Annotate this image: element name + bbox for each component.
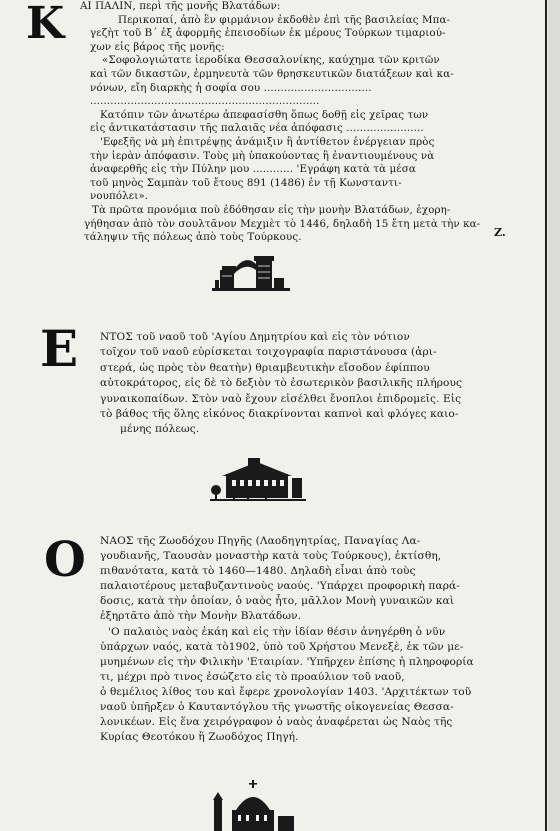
text-line: παλαιοτέρους μεταβυζαντινοὺς ναούς. 'Υπάρχει προφορικὴ παρά- (100, 580, 460, 593)
text-line: 'Ο παλαιὸς ναὸς ἐκάη καὶ εἰς τὴν ἰδίαν θέσιν ἀνηγέρθη ὁ νῦν (108, 625, 446, 638)
text-line: μυημένων εἰς τὴν Φιλικὴν 'Εταιρίαν. 'Υπῆρχεν ἐπίσης ἡ πληροφορία (100, 655, 474, 668)
article-1-text (10, 0, 540, 245)
arch-of-galerius-vignette (210, 250, 292, 294)
text-line: ἐξηρτᾶτο ἀπὸ τὴν Μονὴν Βλατάδων. (100, 610, 302, 623)
text-line: τάληψιν τῆς πόλεως ἀπὸ τοὺς Τούρκους. (84, 231, 302, 244)
text-line: γουδιανῆς, Ταουσὰν μοναστὴρ κατὰ τοὺς Τούρκους), ἐκτίσθη, (100, 550, 442, 563)
text-line: ὑπάρχων ναός, κατὰ τὸ1902, ὑπὸ τοῦ Χρήστου Μενεξὲ, ἐκ τῶν με- (100, 640, 464, 653)
text-line: ΝΤΟΣ τοῦ ναοῦ τοῦ 'Αγίου Δημητρίου καὶ εἰς τὸν νότιον (100, 331, 410, 343)
drop-cap-e: Ε (40, 319, 79, 378)
text-line: γεζὴτ τοῦ Β΄ ἐξ ἀφορμῆς ἐπεισοδίων ἐκ μέρους Τούρκων τιμαριού- (90, 27, 446, 40)
text-line: ΑΙ ΠΑΛΙΝ, περὶ τῆς μονῆς Βλατάδων: (80, 0, 281, 12)
text-line: Περικοπαί, ἀπὸ ἓν φιρμάνιον ἐκδοθὲν ἐπὶ τῆς βασιλείας Μπα- (118, 13, 451, 26)
text-line: χων εἰς βάρος τῆς μονῆς: (90, 40, 225, 53)
article-3-text (10, 534, 540, 745)
text-line: τὸ βάθος τῆς ὅλης εἰκόνος διακρίνονται καπνοὶ καὶ φλόγες καιο- (100, 408, 459, 421)
text-line: εἰς ἀντικατάστασιν τῆς παλαιᾶς νέα ἀπόφασις ....................... (90, 122, 424, 135)
text-line: καὶ τῶν δικαστῶν, ἑρμηνευτὰ τῶν θρησκευτικῶν διατάξεων καὶ κα- (90, 67, 454, 80)
text-line: ὁ θεμέλιος λίθος του καὶ ἔφερε χρονολογίαν 1403. 'Αρχιτέκτων τοῦ (100, 685, 472, 698)
basilica-vignette (208, 456, 308, 504)
text-line: δοσις, κατὰ τὴν ὁποίαν, ὁ ναὸς ἦτο, μᾶλλον Μονὴ γυναικῶν καὶ (100, 595, 455, 608)
article-blatadon (10, 0, 540, 244)
text-line: ναοῦ ὑπῆρξεν ὁ Καυταντόγλου τῆς γνωστῆς οἰκογενείας Θεσσα- (100, 701, 454, 714)
drop-cap-k: Κ (26, 0, 65, 49)
text-line: Κατόπιν τῶν ἀνωτέρω ἀπεφασίσθη ὅπως δοθῇ εἰς χεῖρας των (100, 108, 429, 121)
text-line: Τὰ πρῶτα προνόμια ποὺ ἐδόθησαν εἰς τὴν μονὴν Βλατάδων, ἐχορη- (92, 203, 451, 216)
text-line: «Σοφολογιώτατε ἱεροδίκα Θεσσαλονίκης, καύχημα τῶν κριτῶν (102, 54, 440, 67)
text-line: στερά, ὡς πρὸς τὸν θεατὴν) θριαμβευτικὴν εἴσοδον ἐφίππου (100, 361, 430, 374)
article-zoodochos-pigi (10, 534, 540, 764)
text-line: ἀναφερθῆς εἰς τὴν Πύλην μου ............ 'Εγράφη κατὰ τὰ μέσα (90, 163, 416, 176)
text-line: πιθανότατα, κατὰ τὸ 1460—1480. Δηλαδὴ εἶναι ἀπὸ τοὺς (100, 565, 416, 578)
column-rule (545, 0, 547, 831)
domed-church-vignette (208, 780, 298, 831)
text-line: τι, μέχρι πρὸ τινος ἐσώζετο εἰς τὸ προαύλιον τοῦ ναοῦ, (100, 670, 405, 683)
text-line: αὐτοκράτορος, εἰς δὲ τὸ δεξιὸν τὸ ἐσωτερικὸν βασιλικῆς πλήρους (100, 377, 463, 390)
text-line: 'Εφεξῆς νὰ μὴ ἐπιτρέψῃς ἀνάμιξιν ἢ ἀντίθετον ἐνέργειαν πρὸς (100, 135, 435, 148)
author-signature: Z. (494, 226, 506, 239)
adjacent-column-edge (548, 0, 560, 831)
text-line: .................................................................... (90, 95, 320, 108)
text-line: ΝΑΟΣ τῆς Ζωοδόχου Πηγῆς (Λαοδηγητρίας, Παναγίας Λα- (100, 535, 421, 547)
text-line: Κυρίας Θεοτόκου ἢ Ζωοδόχος Πηγή. (100, 731, 299, 744)
text-line: νόνων, εἴη διαρκὴς ἡ σοφία σου ................................ (90, 81, 372, 94)
text-line: νουπόλει». (90, 190, 149, 203)
text-line: μένης πόλεως. (120, 423, 200, 436)
text-line: τοῖχον τοῦ ναοῦ εὑρίσκεται τοιχογραφία παριστάνουσα (ἀρι- (100, 346, 437, 359)
text-line: λονικέων. Εἰς ἕνα χειρόγραφον ὁ ναὸς ἀναφέρεται ὡς Ναὸς τῆς (100, 716, 453, 729)
article-2-text (10, 330, 540, 438)
text-line: γήθησαν ἀπὸ τὸν σουλτᾶνον Μεχμὲτ τὸ 1446, δηλαδὴ 15 ἔτη μετὰ τὴν κα- (84, 217, 481, 230)
text-line: τοῦ μηνὸς Σαμπὰν τοῦ ἔτους 891 (1486) ἐν τῇ Κωνσταντι- (90, 176, 402, 189)
drop-cap-o: Ο (44, 532, 86, 588)
article-agios-dimitrios (10, 319, 540, 442)
text-line: γυναικοπαίδων. Στὸν ναὸ ἔχουν εἰσέλθει ἔνοπλοι ἐπιδρομεῖς. Εἰς (100, 392, 462, 405)
text-line: τὴν ἱερὰν ἀπόφασιν. Τοὺς μὴ ὑπακούοντας ἢ ἐναντιουμένους νὰ (90, 149, 435, 162)
